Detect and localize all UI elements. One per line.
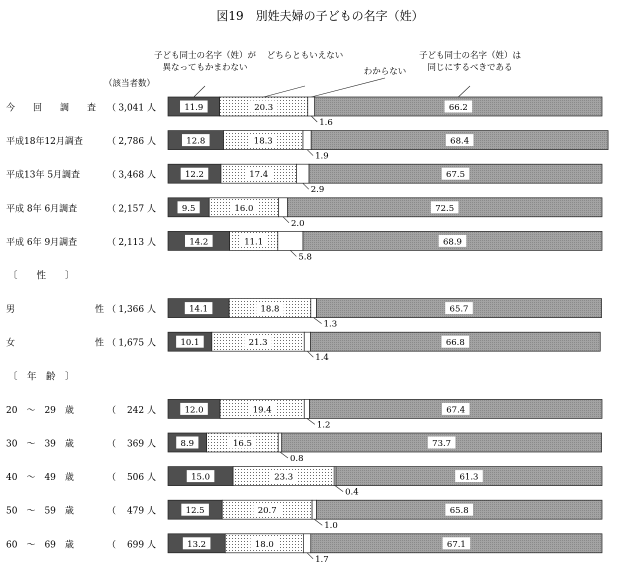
bar-segment [278,231,303,250]
value-label: 9.5 [181,203,196,214]
bar-row [6,131,608,162]
bar-row [6,164,602,195]
value-label: 18.8 [260,304,280,315]
count-paren: （ [107,103,117,114]
count-paren: （ [107,137,117,148]
value-label: 15.0 [191,472,211,483]
value-label: 13.2 [187,539,207,550]
count-paren: （ [107,170,117,181]
bar-row [6,500,602,531]
value-label: 68.4 [450,136,470,147]
value-label: 65.8 [449,506,469,517]
bar-row [6,433,602,464]
chart-title: 図19 別姓夫婦の子どもの名字（姓） [216,9,424,23]
group-header: 〔 性 〕 [8,270,75,282]
row-label: 50 ～ 59 歳 [6,506,74,517]
value-label: 14.2 [189,237,209,248]
value-label: 67.4 [446,405,466,416]
row-count: 3,041 人 [118,103,156,114]
leader-line [307,150,313,156]
row-count: 699 人 [126,540,156,551]
legend-leader-line [311,78,385,97]
row-label: 平成18年12月調査 [6,137,83,148]
leader-line [311,116,317,122]
value-label: 66.2 [448,103,468,113]
value-label: 18.0 [254,539,274,550]
row-count: 242 人 [126,405,156,416]
leader-line [303,183,309,189]
legend-label: 子ども同士の名字（姓）は [418,51,522,61]
value-label: 12.2 [185,170,204,181]
leader-line [335,486,343,492]
row-count: 506 人 [126,473,156,484]
row-count: 479 人 [126,506,156,517]
row-count: 1,366 人 [118,305,156,316]
count-paren: （ [107,338,117,349]
count-paren: （ [107,237,117,248]
bar-row [6,231,602,262]
leader-line [307,553,313,559]
row-label-end: 性 [95,338,105,349]
bar-segment [312,500,316,519]
legend-leader-line [458,86,470,97]
value-label: 20.3 [254,103,274,113]
bar-row [6,332,600,363]
row-count: 369 人 [126,439,156,450]
bar-row [6,97,602,128]
row-label: 平成 8年 6月調査 [6,204,78,215]
value-label: 11.1 [244,237,264,248]
bar-row [6,467,602,498]
value-label: 67.5 [446,170,465,181]
legend-label: どちらともいえない [266,51,344,61]
row-count: 1,675 人 [118,338,156,349]
row-label: 20 ～ 29 歳 [6,405,74,416]
row-count: 2,786 人 [118,137,156,148]
value-label: 11.9 [184,103,204,113]
row-label-end: 性 [95,305,105,316]
value-label: 73.7 [432,439,452,449]
bar-segment [279,198,288,217]
group-header: 〔 年 齢 〕 [8,371,75,383]
row-count: 2,157 人 [118,204,156,215]
value-label: 1.9 [315,151,329,162]
leader-line [314,318,322,324]
row-label: 女 [6,338,16,349]
value-label: 1.7 [315,554,329,563]
count-paren: （ [107,540,117,551]
legend-leader-line [264,86,305,97]
bar-row [6,399,602,430]
legend [154,50,521,97]
legend-label: 異なってもかまわない [162,63,248,73]
value-label: 68.9 [443,237,462,248]
value-label: 1.0 [324,521,338,532]
row-label: 60 ～ 69 歳 [6,540,74,551]
legend-label: 同じにするべきである [427,63,513,73]
value-label: 12.8 [186,136,206,147]
bar-segment [304,399,309,418]
row-label: 今 回 調 査 [6,103,97,114]
value-label: 16.5 [232,439,252,449]
row-label: 30 ～ 39 歳 [6,439,74,450]
bar-segment [308,97,315,116]
row-label: 平成13年 5月調査 [6,170,81,181]
row-count: 3,468 人 [118,170,156,181]
legend-leader-line [194,86,205,97]
bar-row [6,299,602,330]
row-count: 2,113 人 [118,237,156,248]
count-paren: （ [107,405,117,416]
count-paren: （ [107,305,117,316]
value-label: 2.0 [291,218,305,229]
count-paren: （ [107,473,117,484]
leader-line [290,250,296,256]
count-paren: （ [107,439,117,450]
value-label: 8.9 [180,439,195,449]
value-label: 0.4 [345,487,359,498]
value-label: 23.3 [274,472,294,483]
legend-label: 子ども同士の名字（姓）が [153,51,257,61]
value-label: 1.3 [323,319,338,330]
row-label: 40 ～ 49 歳 [6,473,74,484]
value-label: 14.1 [189,304,209,315]
value-label: 18.3 [253,136,273,147]
row-label: 平成 6年 9月調査 [6,237,78,248]
value-label: 10.1 [180,338,200,349]
value-label: 61.3 [459,472,479,483]
value-label: 21.3 [248,338,268,349]
value-label: 19.4 [252,405,272,416]
bar-segment [296,164,309,183]
value-label: 0.8 [289,454,304,464]
leader-line [280,452,288,458]
bar-segment [278,433,281,452]
value-label: 17.4 [249,170,269,181]
bar-segment [303,534,310,553]
value-label: 67.1 [446,539,466,550]
leader-line [307,351,313,357]
bar-row [6,534,602,563]
rows [6,97,608,563]
leader-line [307,418,315,424]
count-paren: （ [107,506,117,517]
value-label: 1.2 [316,420,331,431]
count-header: （該当者数） [104,79,156,89]
leader-line [283,217,289,223]
count-paren: （ [107,204,117,215]
value-label: 72.5 [435,203,455,214]
value-label: 66.8 [445,338,465,349]
value-label: 12.0 [184,405,204,416]
value-label: 20.7 [257,506,277,517]
value-label: 1.6 [319,118,333,128]
value-label: 1.4 [315,353,329,364]
bar-segment [303,131,311,150]
bar-row [6,198,602,229]
leader-line [314,519,322,525]
bar-segment [311,299,317,318]
bar-segment [304,332,310,351]
value-label: 12.5 [185,506,205,517]
row-label: 男 [6,305,16,316]
legend-label: わからない [363,67,407,77]
value-label: 65.7 [449,304,469,315]
value-label: 2.9 [310,185,325,196]
value-label: 5.8 [298,252,312,263]
value-label: 16.0 [234,203,254,214]
